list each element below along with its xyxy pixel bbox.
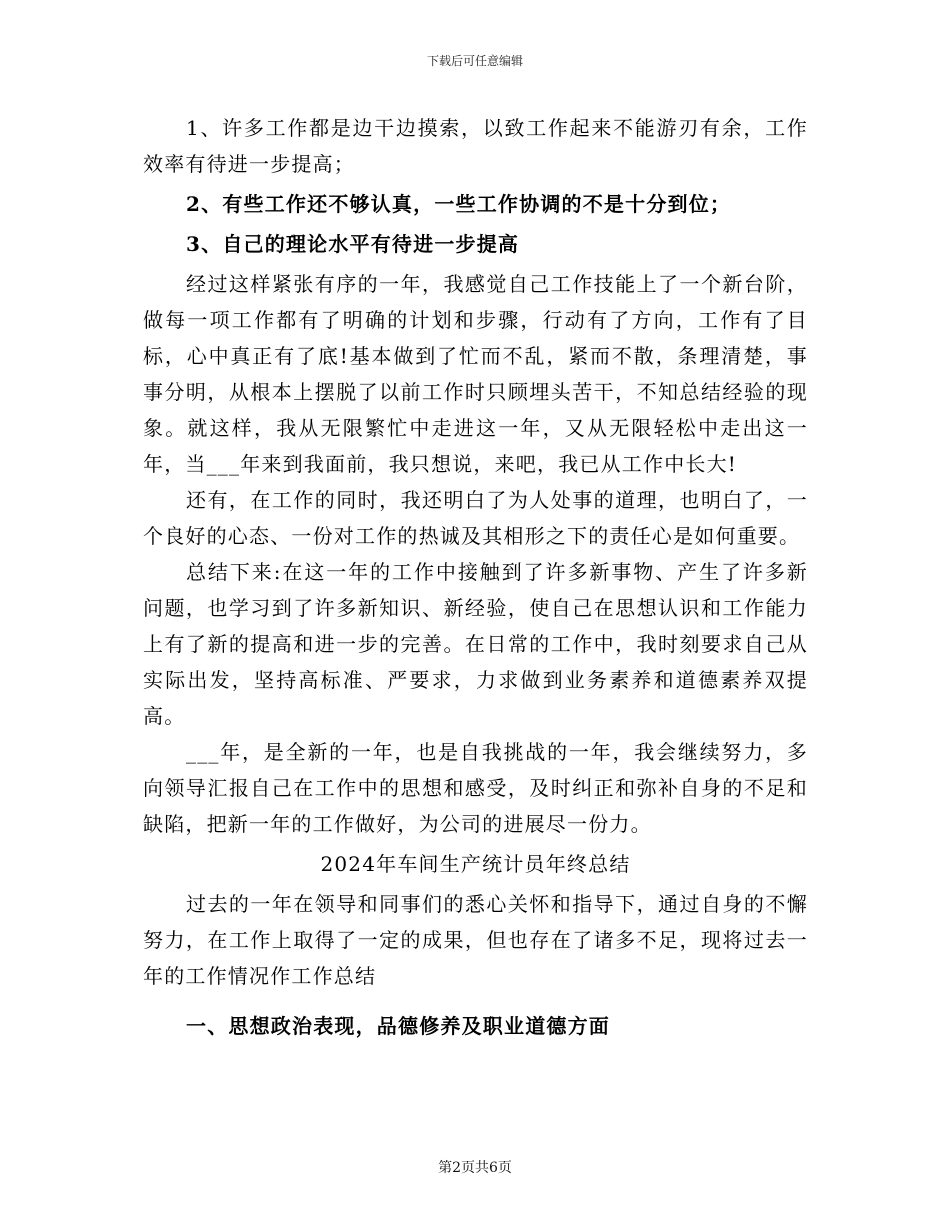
page-header: 下载后可任意编辑 <box>426 54 523 68</box>
section-heading: 一、思想政治表现，品德修养及职业道德方面 <box>186 1014 610 1038</box>
paragraph-new-year: ___年，是全新的一年，也是自我挑战的一年，我会继续努力，多向领导汇报自己在工作中的思想和感受，及时纠正和弥补自身的不足和缺陷，把新一年的工作做好，为公司的进展尽一份力。 <box>143 740 808 836</box>
list-item-2: 2、有些工作还不够认真，一些工作协调的不是十分到位； <box>186 192 732 216</box>
section-title: 2024年车间生产统计员年终总结 <box>320 852 631 876</box>
list-item-3: 3、自己的理论水平有待进一步提高 <box>186 232 520 256</box>
paragraph-summary-progress: 经过这样紧张有序的一年，我感觉自己工作技能上了一个新台阶，做每一项工作都有了明确的计划和步骤，行动有了方向，工作有了目标，心中真正有了底!基本做到了忙而不乱，紧而不散，条理清楚，事事分明，从根本上摆脱了以前工作时只顾埋头苦干，不知总结经验的现象。就这样，我从无限繁忙中走进这一年，又从无限轻松中走出这一年，当___年来到我面前，我只想说，来吧，我已从工作中长大! <box>143 272 808 476</box>
paragraph-conclusion: 总结下来:在这一年的工作中接触到了许多新事物、产生了许多新问题，也学习到了许多新知识、新经验，使自己在思想认识和工作能力上有了新的提高和进一步的完善。在日常的工作中，我时刻要求自己从实际出发，坚持高标准、严要求，力求做到业务素养和道德素养双提高。 <box>143 560 808 728</box>
list-item-1: 1、许多工作都是边干边摸索，以致工作起来不能游刃有余，工作效率有待进一步提高； <box>143 116 808 176</box>
paragraph-attitude: 还有，在工作的同时，我还明白了为人处事的道理，也明白了，一个良好的心态、一份对工作的热诚及其相形之下的责任心是如何重要。 <box>143 488 808 548</box>
paragraph-intro: 过去的一年在领导和同事们的悉心关怀和指导下，通过自身的不懈努力，在工作上取得了一定的成果，但也存在了诸多不足，现将过去一年的工作情况作工作总结 <box>143 892 808 988</box>
page-number: 第2页共6页 <box>438 1160 512 1176</box>
document-body <box>143 110 808 1044</box>
